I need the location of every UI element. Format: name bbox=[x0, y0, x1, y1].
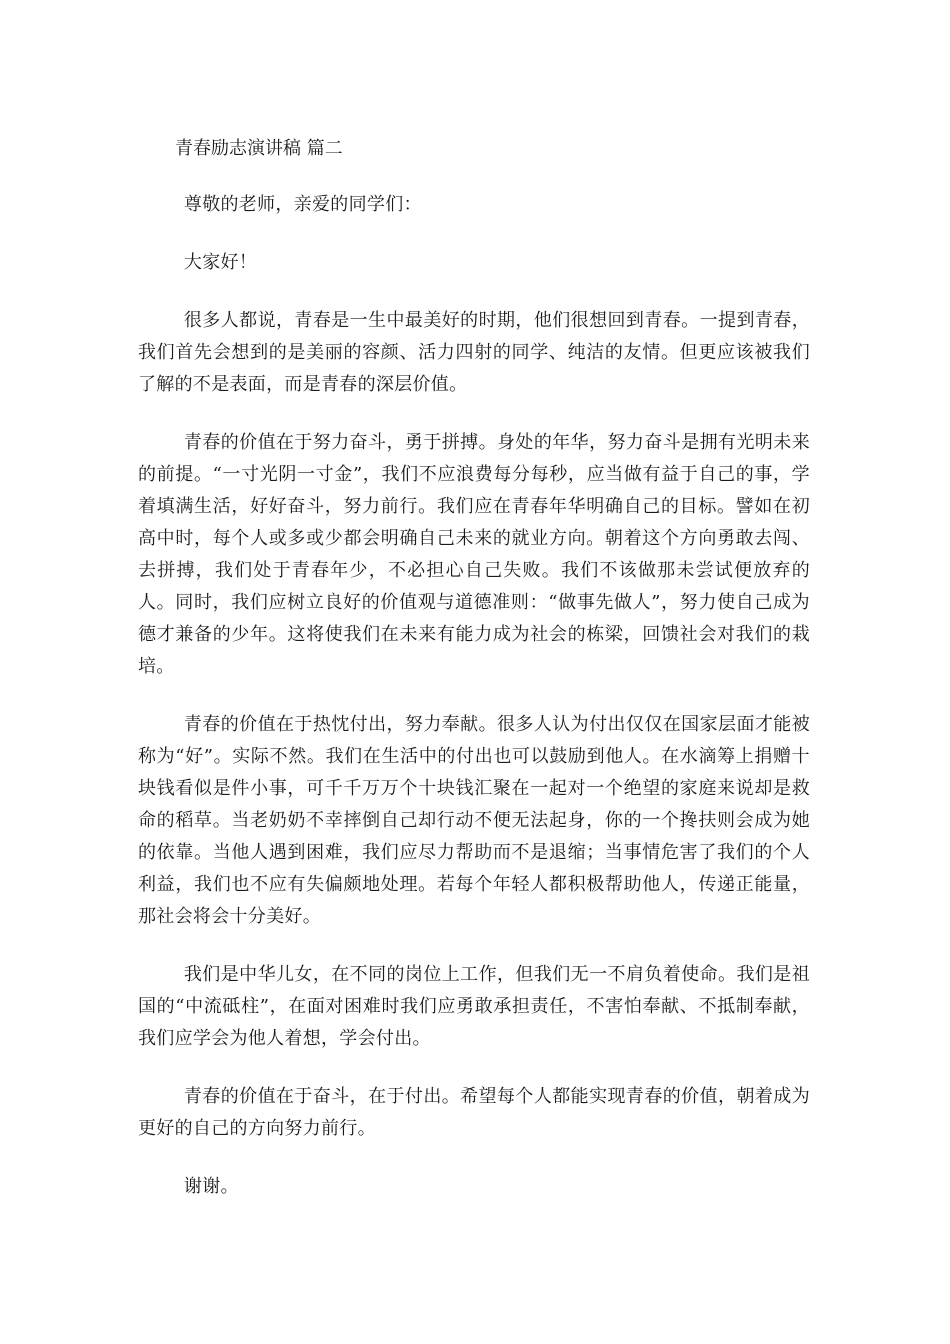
document-body bbox=[138, 189, 810, 1229]
paragraph-conclusion: 青春的价值在于奋斗，在于付出。希望每个人都能实现青春的价值，朝着成为更好的自己的方向努力前行。 bbox=[138, 1086, 810, 1139]
paragraph-mission: 我们是中华儿女，在不同的岗位上工作，但我们无一不肩负着使命。我们是祖国的“中流砥柱”，在面对困难时我们应勇敢承担责任，不害怕奉献、不抵制奉献，我们应学会为他人着想，学会付出。 bbox=[138, 964, 810, 1049]
document-title: 青春励志演讲稿 篇二 bbox=[175, 138, 343, 159]
paragraph-struggle: 青春的价值在于努力奋斗，勇于拼搏。身处的年华，努力奋斗是拥有光明未来的前提。“一寸光阴一寸金”，我们不应浪费每分每秒，应当做有益于自己的事，学着填满生活，好好奋斗，努力前行。我们应在青春年华明确自己的目标。譬如在初高中时，每个人或多或少都会明确自己未来的就业方向。朝着这个方向勇敢去闯、去拼搏，我们处于青春年少，不必担心自己失败。我们不该做那未尝试便放弃的人。同时，我们应树立良好的价值观与道德准则：“做事先做人”，努力使自己成为德才兼备的少年。这将使我们在未来有能力成为社会的栋梁，回馈社会对我们的栽培。 bbox=[138, 432, 810, 677]
paragraph-salutation: 尊敬的老师，亲爱的同学们： bbox=[183, 194, 422, 215]
paragraph-thanks: 谢谢。 bbox=[183, 1176, 239, 1197]
paragraph-dedication: 青春的价值在于热忱付出，努力奉献。很多人认为付出仅仅在国家层面才能被称为“好”。实际不然。我们在生活中的付出也可以鼓励到他人。在水滴筹上捐赠十块钱看似是件小事，可千千万万个十块钱汇聚在一起对一个绝望的家庭来说却是救命的稻草。当老奶奶不幸摔倒自己却行动不便无法起身，你的一个搀扶则会成为她的依靠。当他人遇到困难，我们应尽力帮助而不是退缩；当事情危害了我们的个人利益，我们也不应有失偏颇地处理。若每个年轻人都积极帮助他人，传递正能量，那社会将会十分美好。 bbox=[138, 714, 810, 927]
paragraph-greeting: 大家好！ bbox=[183, 252, 258, 273]
paragraph-intro: 很多人都说，青春是一生中最美好的时期，他们很想回到青春。一提到青春，我们首先会想到的是美丽的容颜、活力四射的同学、纯洁的友情。但更应该被我们了解的不是表面，而是青春的深层价值。 bbox=[138, 310, 810, 395]
